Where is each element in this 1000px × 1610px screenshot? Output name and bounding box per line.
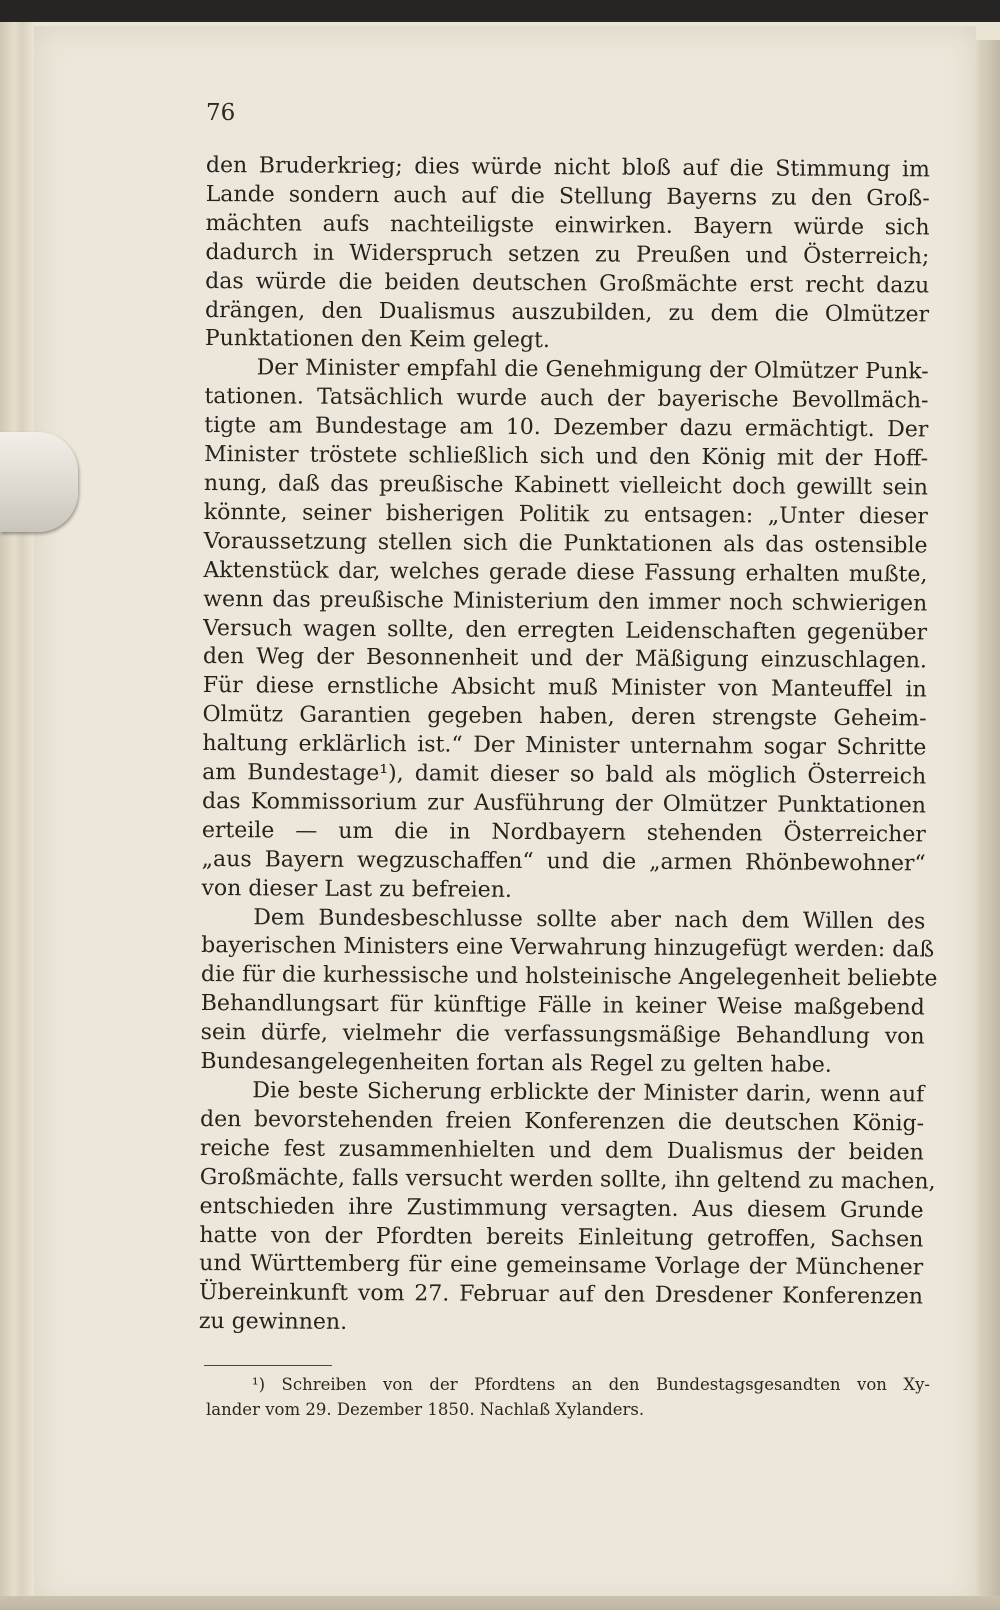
right-page-edges (972, 40, 1000, 1610)
text-line: Übereinkunft vom 27. Februar auf den Dresdener Konferenzen (198, 1280, 924, 1310)
text-line: und Württemberg für eine gemeinsame Vorlage der Münchener (199, 1251, 924, 1281)
text-line: den Weg der Besonnenheit und der Mäßigung einzuschlagen. (202, 644, 927, 674)
bottom-page-edge (0, 1596, 1000, 1610)
text-line: nung, daß das preußische Kabinett vielleicht doch gewillt sein (203, 470, 929, 501)
text-line: wenn das preußische Ministerium den immer noch schwierigen (203, 586, 928, 617)
text-line: den Bruderkrieg; dies würde nicht bloß auf die Stimmung im (205, 152, 930, 183)
text-line: das Kommissorium zur Ausführung der Olmützer Punktationen (201, 788, 927, 819)
footnote-divider (204, 1365, 332, 1366)
text-line: Der Minister empfahl die Genehmigung der Olmützer Punk- (256, 355, 929, 385)
text-line: entschieden ihre Zustimmung versagten. Aus diesem Grunde (199, 1193, 924, 1224)
text-line: könnte, seiner bisherigen Politik zu entsagen: „Unter dieser (203, 499, 928, 530)
paragraph-1 (205, 152, 930, 359)
text-line: tationen. Tatsächlich wurde auch der bayerische Bevollmäch- (204, 384, 929, 414)
text-line: hatte von der Pfordten bereits Einleitung getroffen, Sachsen (199, 1222, 924, 1252)
text-line: zu gewinnen. (198, 1309, 348, 1336)
text-line: Behandlungsart für künftige Fälle in keiner Weise maßgebend (200, 991, 925, 1021)
text-line: Die beste Sicherung erblickte der Minister darin, wenn auf (252, 1078, 925, 1108)
page-number: 76 (206, 100, 236, 126)
text-line: Bundesangelegenheiten fortan als Regel zu gelten habe. (200, 1049, 832, 1078)
text-line: Versuch wagen sollte, den erregten Leidenschaften gegenüber (203, 615, 928, 645)
text-line: reiche fest zusammenhielten und dem Dualismus der beiden (199, 1135, 924, 1166)
text-line: „aus Bayern wegzuschaffen“ und die „armen Rhönbewohner“ (201, 846, 926, 877)
text-line: lander vom 29. Dezember 1850. Nachlaß Xylanders. (206, 1400, 645, 1419)
text-line: Großmächte, falls versucht werden sollte, ihn geltend zu machen, (199, 1164, 936, 1195)
text-line: Aktenstück dar, welches gerade diese Fassung erhalten mußte, (203, 557, 928, 588)
text-line: Punktationen den Keim gelegt. (204, 326, 550, 354)
text-line: Dem Bundesbeschlusse sollte aber nach dem Willen des (253, 904, 926, 934)
text-line: Für diese ernstliche Absicht muß Minister von Manteuffel in (202, 673, 927, 703)
body-text (198, 152, 938, 1342)
text-line: das würde die beiden deutschen Großmächte erst recht dazu (205, 268, 930, 299)
bookmark-ribbon (0, 432, 78, 532)
text-line: ¹) Schreiben von der Pfordtens an den Bundestagsgesandten von Xy- (252, 1375, 930, 1394)
paragraph-4 (198, 1077, 936, 1342)
text-line: Voraussetzung stellen sich die Punktationen als das ostensible (203, 528, 928, 559)
text-line: drängen, den Dualismus auszubilden, zu dem die Olmützer (204, 297, 930, 327)
footnote (206, 1372, 930, 1422)
text-line: die für die kurhessische und holsteinische Angelegenheit beliebte (200, 962, 938, 992)
text-line: tigte am Bundestage am 10. Dezember dazu ermächtigt. Der (204, 413, 929, 443)
text-line: Olmütz Garantien gegeben haben, deren strengste Geheim- (202, 702, 927, 732)
paragraph-3 (200, 904, 938, 1082)
text-line: erteile — um die in Nordbayern stehenden Österreicher (201, 817, 926, 848)
text-line: bayerischen Ministers eine Verwahrung hinzugefügt werden: daß (201, 933, 935, 963)
paragraph-2 (201, 354, 928, 908)
text-line: sein dürfe, vielmehr die verfassungsmäßige Behandlung von (200, 1020, 925, 1050)
text-line: Minister tröstete schließlich sich und den König mit der Hoff- (204, 442, 929, 472)
text-line: den bevorstehenden freien Konferenzen die deutschen König- (200, 1106, 925, 1137)
text-line: mächten aufs nachteiligste einwirken. Bayern würde sich (205, 210, 930, 241)
text-line: haltung erklärlich ist.“ Der Minister unternahm sogar Schritte (202, 731, 927, 761)
text-line: dadurch in Widerspruch setzen zu Preußen und Österreich; (205, 239, 930, 270)
text-line: von dieser Last zu befreien. (201, 875, 512, 903)
text-line: Lande sondern auch auf die Stellung Bayerns zu den Groß- (205, 181, 930, 212)
text-line: am Bundestage¹), damit dieser so bald als möglich Österreich (202, 760, 927, 790)
